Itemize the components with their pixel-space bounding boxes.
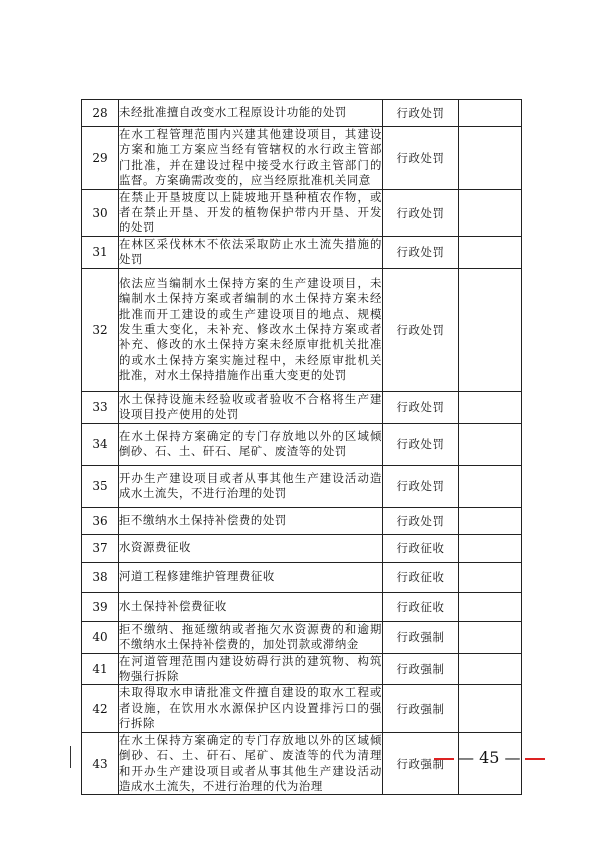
row-number: 36 xyxy=(82,507,119,534)
row-number: 35 xyxy=(82,465,119,507)
row-category: 行政强制 xyxy=(383,732,459,795)
table-row xyxy=(82,100,522,127)
row-number: 37 xyxy=(82,534,119,562)
row-item: 水资源费征收 xyxy=(119,534,383,562)
row-number: 31 xyxy=(82,236,119,268)
row-item: 在水土保持方案确定的专门存放地以外的区域倾倒砂、石、土、矸石、尾矿、废渣等的处罚 xyxy=(119,423,383,465)
row-item: 在水土保持方案确定的专门存放地以外的区域倾倒砂、石、土、矸石、尾矿、废渣等的代为清理和开办生产建设项目或者从事其他生产建设活动造成水土流失，不进行治理的代为治理 xyxy=(119,732,382,793)
row-number: 39 xyxy=(82,592,119,621)
row-remark xyxy=(459,127,522,190)
row-category: 行政强制 xyxy=(383,621,459,653)
row-number: 42 xyxy=(82,685,119,732)
row-category: 行政强制 xyxy=(383,653,459,685)
table-row xyxy=(82,236,522,268)
page-number: 45 xyxy=(479,748,500,767)
row-number: 43 xyxy=(82,732,119,795)
row-category: 行政处罚 xyxy=(383,189,459,236)
table-row xyxy=(82,127,522,190)
row-item: 水土保持设施未经验收或者验收不合格将生产建设项目投产使用的处罚 xyxy=(119,391,382,422)
footer-left-bar xyxy=(434,758,454,760)
row-remark xyxy=(459,189,522,236)
table-row xyxy=(82,534,522,562)
row-number: 40 xyxy=(82,621,119,653)
table-row xyxy=(82,562,522,592)
table-row xyxy=(82,268,522,391)
row-remark xyxy=(459,534,522,562)
row-number: 28 xyxy=(82,100,119,127)
row-number: 41 xyxy=(82,653,119,685)
row-item: 水土保持补偿费征收 xyxy=(119,592,383,621)
table-row xyxy=(82,621,522,653)
row-remark xyxy=(459,465,522,507)
row-remark xyxy=(459,391,522,423)
row-item: 拒不缴纳水土保持补偿费的处罚 xyxy=(119,507,383,534)
row-remark xyxy=(459,621,522,653)
row-number: 29 xyxy=(82,127,119,190)
row-item: 在河道管理范围内建设妨碍行洪的建筑物、构筑物强行拆除 xyxy=(119,653,382,684)
row-category: 行政处罚 xyxy=(383,465,459,507)
table-row xyxy=(82,685,522,732)
row-remark xyxy=(459,100,522,127)
row-category: 行政处罚 xyxy=(383,423,459,465)
row-item: 在林区采伐林木不依法采取防止水土流失措施的处罚 xyxy=(119,236,382,267)
row-category: 行政征收 xyxy=(383,592,459,621)
row-remark xyxy=(459,562,522,592)
table-row xyxy=(82,507,522,534)
row-item: 河道工程修建维护管理费征收 xyxy=(119,562,383,592)
margin-rule xyxy=(70,746,71,768)
row-category: 行政处罚 xyxy=(383,391,459,423)
table-row xyxy=(82,391,522,423)
row-item: 未经批准擅自改变水工程原设计功能的处罚 xyxy=(119,100,383,127)
row-category: 行政处罚 xyxy=(383,268,459,391)
row-category: 行政处罚 xyxy=(383,100,459,127)
page-footer: — 45 — xyxy=(430,748,549,767)
table-row xyxy=(82,423,522,465)
table-row xyxy=(82,592,522,621)
row-category: 行政处罚 xyxy=(383,127,459,190)
table-row xyxy=(82,465,522,507)
footer-right-bar xyxy=(525,758,545,760)
row-remark xyxy=(459,268,522,391)
item-table xyxy=(81,99,522,795)
row-number: 33 xyxy=(82,391,119,423)
table-row xyxy=(82,189,522,236)
row-number: 34 xyxy=(82,423,119,465)
row-number: 32 xyxy=(82,268,119,391)
row-category: 行政强制 xyxy=(383,685,459,732)
row-remark xyxy=(459,236,522,268)
row-remark xyxy=(459,507,522,534)
row-item: 未取得取水申请批准文件擅自建设的取水工程或者设施，在饮用水水源保护区内设置排污口的强行拆除 xyxy=(119,685,382,731)
row-category: 行政处罚 xyxy=(383,507,459,534)
row-number: 38 xyxy=(82,562,119,592)
table-row xyxy=(82,653,522,685)
row-item: 拒不缴纳、拖延缴纳或者拖欠水资源费的和逾期不缴纳水土保持补偿费的，加处罚款或滞纳金 xyxy=(119,621,382,652)
row-category: 行政处罚 xyxy=(383,236,459,268)
row-item: 在水工程管理范围内兴建其他建设项目，其建设方案和施工方案应当经有管辖权的水行政主管部门批准，并在建设过程中接受水行政主管部门的监督。方案确需改变的，应当经原批准机关同意 xyxy=(119,127,382,188)
row-remark xyxy=(459,685,522,732)
row-category: 行政征收 xyxy=(383,562,459,592)
row-remark xyxy=(459,592,522,621)
row-item: 依法应当编制水土保持方案的生产建设项目，未编制水土保持方案或者编制的水土保持方案未经批准而开工建设的或生产建设项目的地点、规模发生重大变化，未补充、修改水土保持方案或者补充、修改的水土保持方案未经原审批机关批准的或水土保持方案实施过程中，未经原审批机关批准，对水土保持措施作出重大变更的处罚 xyxy=(119,268,383,391)
row-number: 30 xyxy=(82,189,119,236)
row-item: 在禁止开垦坡度以上陡坡地开垦种植农作物，或者在禁止开垦、开发的植物保护带内开垦、开发的处罚 xyxy=(119,189,382,235)
row-remark xyxy=(459,423,522,465)
row-item: 开办生产建设项目或者从事其他生产建设活动造成水土流失，不进行治理的处罚 xyxy=(119,465,383,507)
row-category: 行政征收 xyxy=(383,534,459,562)
row-remark xyxy=(459,653,522,685)
